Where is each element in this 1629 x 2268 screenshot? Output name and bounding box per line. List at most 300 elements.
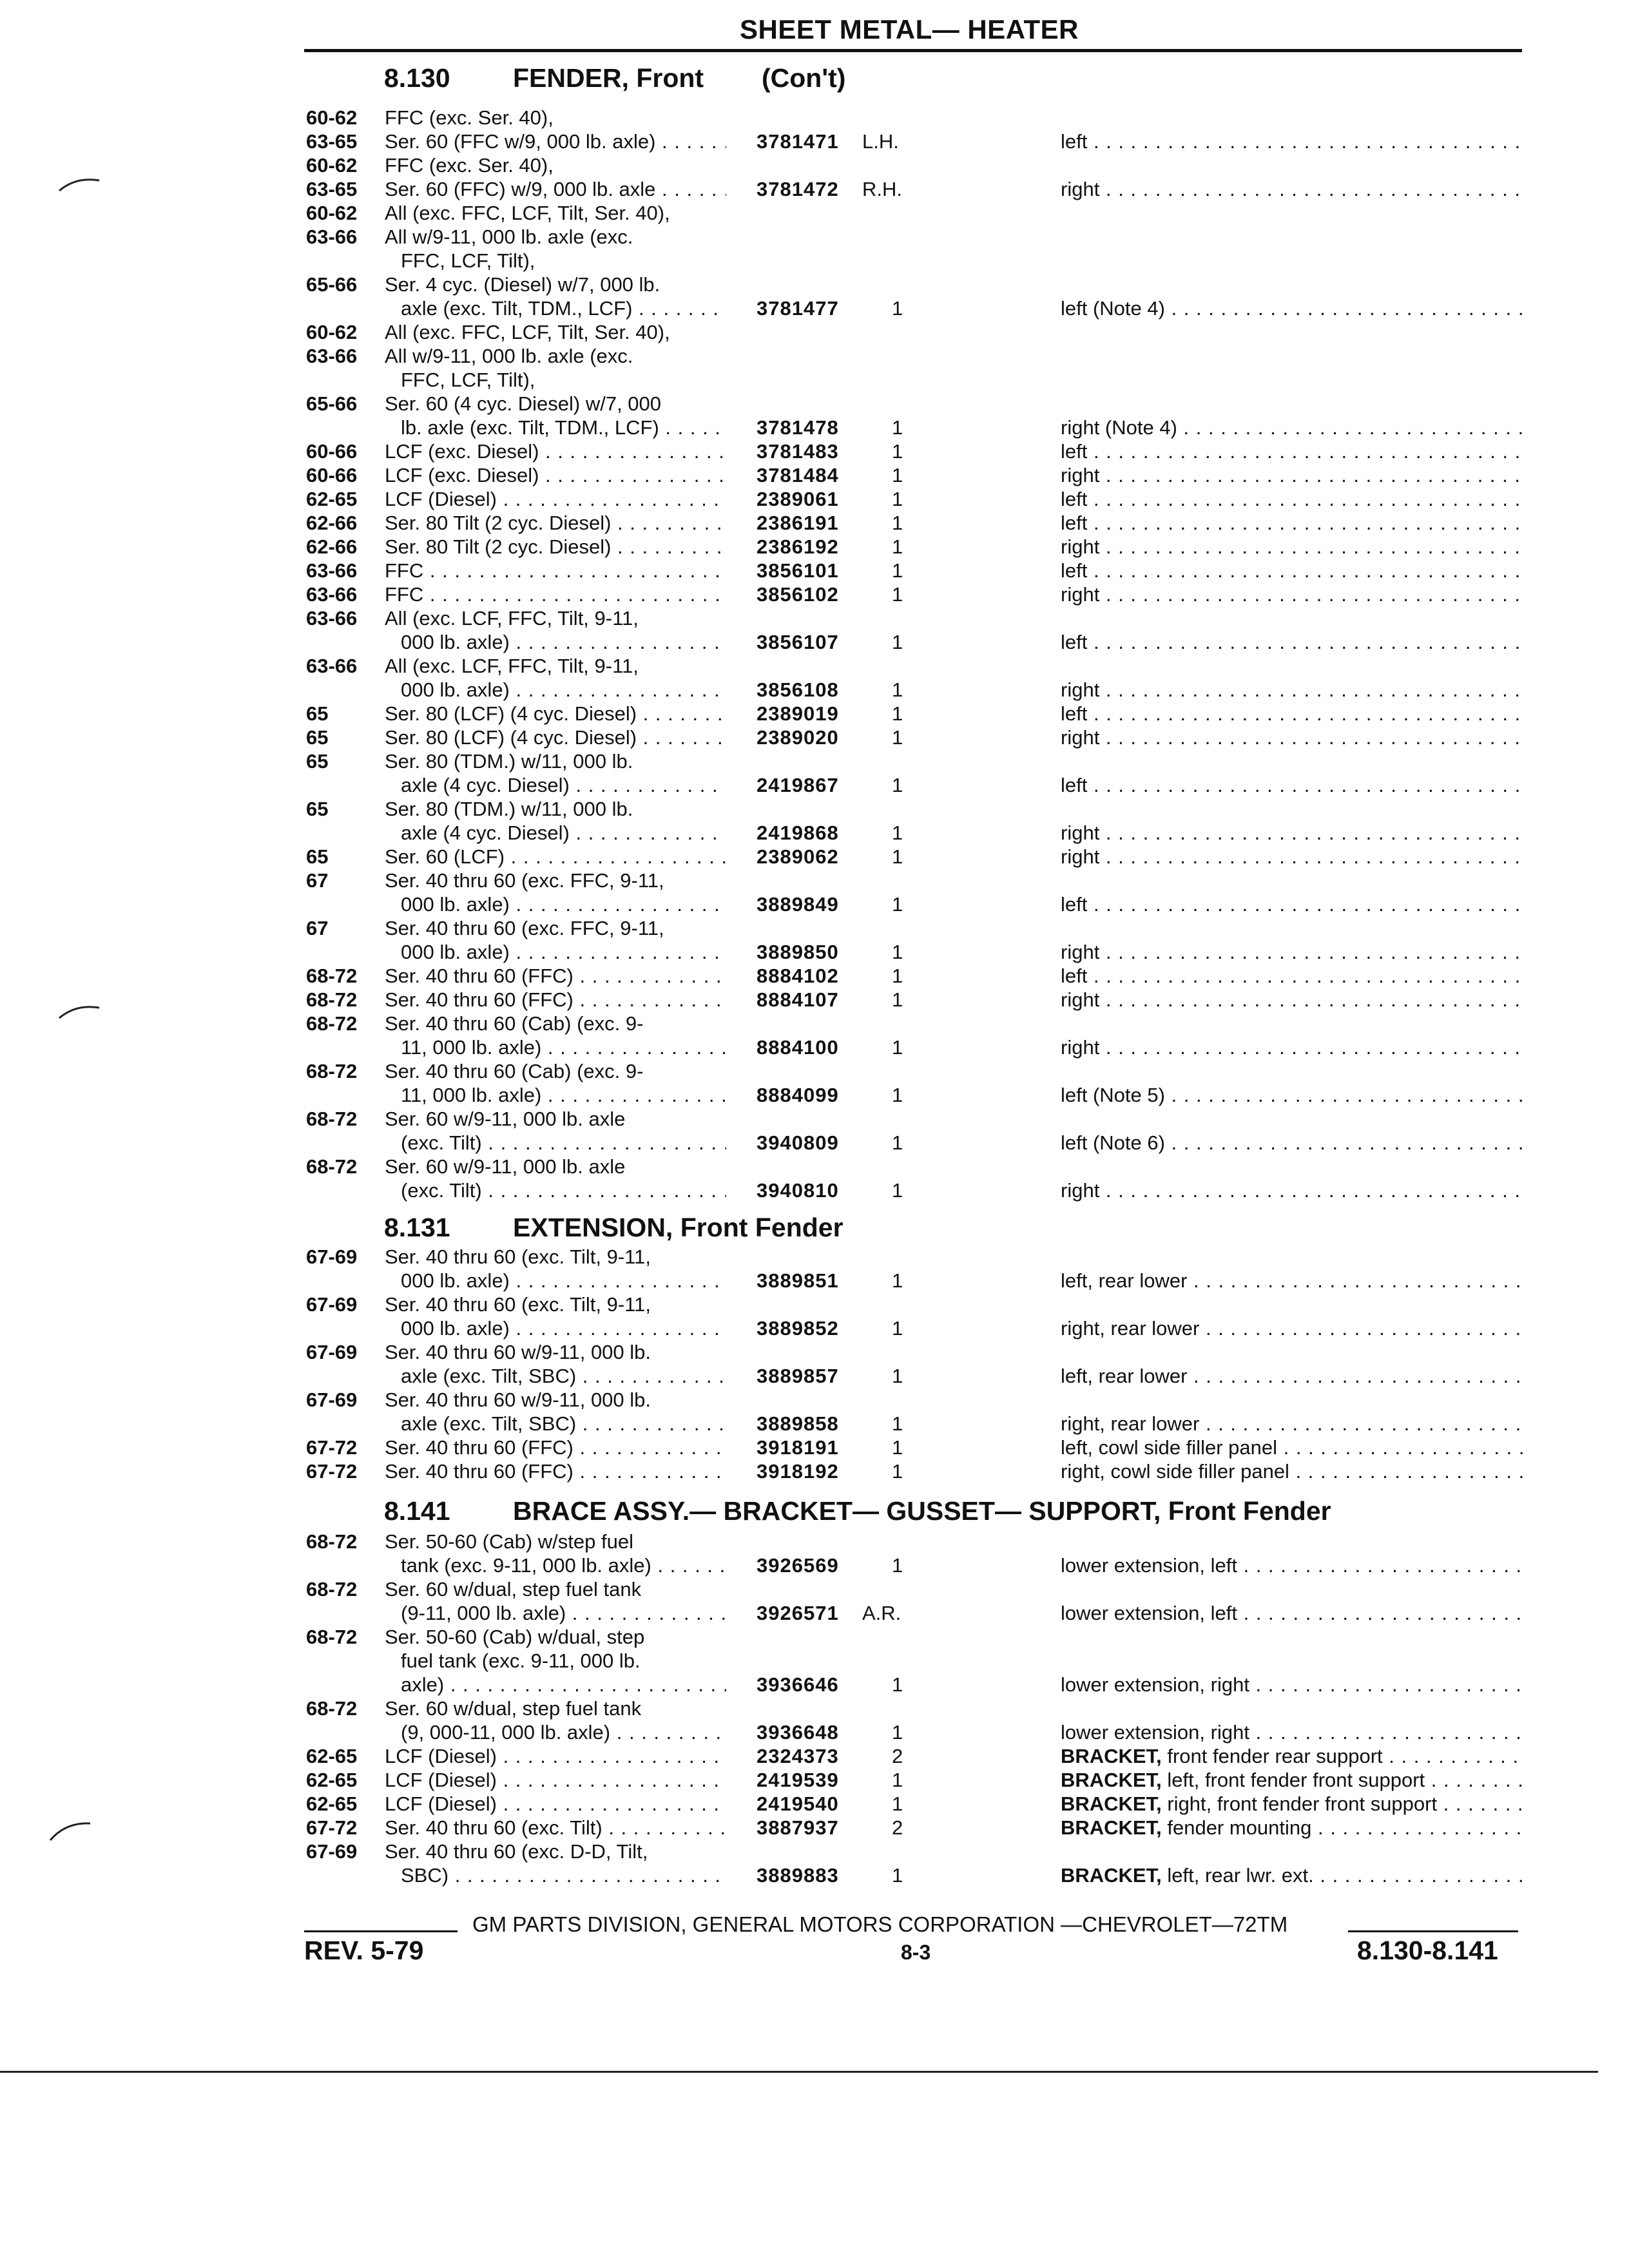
part-note-text: fender mounting [1167, 1816, 1312, 1839]
part-number: 2419539 [757, 1769, 839, 1791]
part-number: 3889883 [757, 1864, 839, 1887]
model-years: 68-72 [306, 988, 358, 1011]
parts-row [0, 1269, 1629, 1293]
application-description: Ser. 40 thru 60 (exc. Tilt, 9-11, [385, 1293, 651, 1316]
part-note-text: right, rear lower [1061, 1412, 1200, 1435]
parts-row [0, 1388, 1629, 1412]
model-years: 67 [306, 869, 329, 892]
part-number: 2389020 [757, 726, 839, 749]
parts-row [0, 1178, 1629, 1202]
model-years: 60-66 [306, 464, 358, 486]
quantity: 1 [892, 822, 903, 844]
quantity: 1 [892, 488, 903, 510]
part-note [1061, 964, 1525, 988]
parts-row [0, 535, 1629, 559]
application-description: axle (exc. Tilt, SBC) . . . [401, 1412, 726, 1436]
part-number: 2386191 [757, 512, 839, 534]
part-number: 3889858 [757, 1412, 839, 1435]
application-description: Ser. 60 (LCF) . . . [385, 845, 726, 869]
section-continued: (Con't) [762, 63, 846, 93]
quantity: 1 [892, 1365, 903, 1387]
part-note-text: left [1061, 631, 1088, 653]
part-number: 8884100 [757, 1036, 839, 1059]
model-years: 67-69 [306, 1245, 358, 1268]
quantity: 1 [892, 941, 903, 963]
parts-row [0, 726, 1629, 749]
quantity: 1 [892, 559, 903, 582]
page-title: SHEET METAL— HEATER [740, 14, 1079, 44]
quantity: 1 [892, 1554, 903, 1577]
part-note-text: lower extension, right [1061, 1721, 1249, 1744]
application-description: FFC . . . [385, 582, 726, 606]
application-description: FFC, LCF, Tilt), [401, 249, 535, 272]
application-description: 000 lb. axle) . . . [401, 678, 726, 702]
parts-row [0, 1436, 1629, 1459]
part-note-text: right [1061, 822, 1100, 844]
parts-row [0, 1720, 1629, 1744]
scan-edge-line [0, 2071, 1598, 2073]
model-years: 65 [306, 726, 329, 749]
part-note-label: BRACKET, [1061, 1816, 1162, 1839]
model-years: 62-66 [306, 535, 358, 558]
section-title: FENDER, Front [513, 63, 704, 93]
model-years: 63-66 [306, 345, 358, 367]
part-note [1061, 1720, 1525, 1744]
section-title: BRACE ASSY.— BRACKET— GUSSET— SUPPORT, Front Fender [513, 1496, 1331, 1526]
quantity: 1 [892, 1317, 903, 1340]
part-note-text: right [1061, 535, 1100, 558]
quantity: 1 [892, 1412, 903, 1435]
quantity: R.H. [862, 178, 902, 200]
application-description: Ser. 80 Tilt (2 cyc. Diesel) . . . [385, 535, 726, 559]
punch-hole-mark-2 [57, 1003, 102, 1022]
part-note [1061, 678, 1525, 702]
part-note-text: left [1061, 512, 1088, 534]
parts-row [0, 606, 1629, 630]
application-description: 11, 000 lb. axle) . . . [401, 1035, 726, 1059]
quantity: 1 [892, 1436, 903, 1459]
parts-row [0, 130, 1629, 153]
part-note-text: right [1061, 178, 1100, 200]
part-number: 3856102 [757, 583, 839, 606]
part-number: 3889849 [757, 893, 839, 916]
quantity: 1 [892, 416, 903, 439]
quantity: 1 [892, 1179, 903, 1202]
model-years: 67-72 [306, 1436, 358, 1459]
parts-row [0, 487, 1629, 511]
footer-revision: REV. 5-79 [304, 1936, 424, 1965]
part-note-text: left (Note 5) [1061, 1084, 1165, 1106]
part-note-text: right [1061, 726, 1100, 749]
parts-row [0, 1768, 1629, 1792]
application-description: tank (exc. 9-11, 000 lb. axle) . . . [401, 1553, 726, 1577]
application-description: FFC (exc. Ser. 40), [385, 106, 554, 129]
part-note-text: front fender rear support [1167, 1745, 1383, 1767]
part-note-text: left, cowl side filler panel [1061, 1436, 1277, 1459]
quantity: 1 [892, 726, 903, 749]
parts-row [0, 1412, 1629, 1436]
parts-row [0, 1530, 1629, 1553]
parts-row [0, 201, 1629, 225]
application-description: Ser. 40 thru 60 (FFC) . . . [385, 1459, 726, 1483]
part-number: 3940810 [757, 1179, 839, 1202]
application-description: All w/9-11, 000 lb. axle (exc. [385, 345, 633, 367]
footer-rule-left [304, 1930, 458, 1932]
parts-row [0, 1816, 1629, 1840]
part-note [1061, 487, 1525, 511]
part-number: 2419868 [757, 822, 839, 844]
application-description: axle) . . . [401, 1673, 726, 1696]
part-note [1061, 988, 1525, 1012]
quantity: 1 [892, 1084, 903, 1106]
parts-row [0, 1107, 1629, 1131]
part-note [1061, 1035, 1525, 1059]
part-number: 8884107 [757, 988, 839, 1011]
parts-row [0, 296, 1629, 320]
part-note [1061, 511, 1525, 535]
part-note-text: right [1061, 845, 1100, 868]
application-description: FFC (exc. Ser. 40), [385, 154, 554, 177]
model-years: 60-62 [306, 154, 358, 177]
parts-row [0, 1673, 1629, 1696]
application-description: Ser. 60 (FFC w/9, 000 lb. axle) . . . [385, 130, 726, 153]
parts-row [0, 1155, 1629, 1178]
quantity: 1 [892, 297, 903, 320]
application-description: Ser. 40 thru 60 (exc. FFC, 9-11, [385, 917, 664, 939]
application-description: LCF (exc. Diesel) . . . [385, 463, 726, 487]
quantity: 1 [892, 535, 903, 558]
parts-row [0, 1792, 1629, 1816]
model-years: 67-69 [306, 1341, 358, 1363]
quantity: 1 [892, 965, 903, 987]
part-note-text: left (Note 6) [1061, 1131, 1165, 1154]
part-note [1061, 1768, 1525, 1792]
application-description: 000 lb. axle) . . . [401, 1316, 726, 1340]
parts-row [0, 749, 1629, 773]
part-note [1061, 1269, 1525, 1293]
part-note [1061, 940, 1525, 964]
application-description: LCF (Diesel) . . . [385, 1744, 726, 1768]
part-note-text: lower extension, right [1061, 1673, 1249, 1696]
part-note [1061, 296, 1525, 320]
quantity: 1 [892, 1131, 903, 1154]
part-number: 8884102 [757, 965, 839, 987]
parts-row [0, 273, 1629, 296]
model-years: 62-65 [306, 1769, 358, 1791]
model-years: 67-69 [306, 1840, 358, 1863]
application-description: Ser. 40 thru 60 w/9-11, 000 lb. [385, 1389, 651, 1411]
footer-rule-right [1348, 1930, 1518, 1932]
quantity: 1 [892, 678, 903, 701]
quantity: 1 [892, 988, 903, 1011]
parts-row [0, 1293, 1629, 1316]
part-note-text: right [1061, 583, 1100, 606]
part-number: 3781472 [757, 178, 839, 200]
application-description: LCF (Diesel) . . . [385, 1768, 726, 1792]
part-note-text: right [1061, 1036, 1100, 1059]
parts-row [0, 1840, 1629, 1863]
part-number: 3940809 [757, 1131, 839, 1154]
quantity: 1 [892, 1269, 903, 1292]
application-description: Ser. 80 (LCF) (4 cyc. Diesel) . . . [385, 702, 726, 726]
part-number: 3918191 [757, 1436, 839, 1459]
model-years: 67-72 [306, 1816, 358, 1839]
model-years: 68-72 [306, 965, 358, 987]
part-number: 3781471 [757, 130, 839, 153]
model-years: 60-62 [306, 202, 358, 224]
model-years: 63-66 [306, 655, 358, 677]
application-description: Ser. 60 w/9-11, 000 lb. axle [385, 1155, 626, 1178]
part-note-text: left [1061, 702, 1088, 725]
model-years: 63-65 [306, 130, 358, 153]
quantity: 1 [892, 1673, 903, 1696]
parts-row [0, 1625, 1629, 1649]
application-description: Ser. 40 thru 60 (exc. D-D, Tilt, [385, 1840, 648, 1863]
parts-row [0, 1035, 1629, 1059]
part-note [1061, 130, 1525, 153]
part-number: 2419540 [757, 1792, 839, 1815]
quantity: 1 [892, 631, 903, 653]
model-years: 67-72 [306, 1460, 358, 1483]
application-description: Ser. 60 (FFC) w/9, 000 lb. axle . . . [385, 177, 726, 201]
parts-row [0, 1012, 1629, 1035]
model-years: 63-66 [306, 226, 358, 248]
parts-row [0, 368, 1629, 392]
parts-row [0, 916, 1629, 940]
part-note-label: BRACKET, [1061, 1769, 1162, 1791]
part-note [1061, 1459, 1525, 1483]
part-number: 2419867 [757, 774, 839, 796]
part-number: 3889857 [757, 1365, 839, 1387]
model-years: 63-66 [306, 583, 358, 606]
application-description: Ser. 80 Tilt (2 cyc. Diesel) . . . [385, 511, 726, 535]
model-years: 65 [306, 702, 329, 725]
parts-row [0, 1083, 1629, 1107]
part-note-text: right [1061, 464, 1100, 486]
part-note [1061, 892, 1525, 916]
application-description: Ser. 40 thru 60 (FFC) . . . [385, 988, 726, 1012]
quantity: 1 [892, 1721, 903, 1744]
parts-row [0, 1245, 1629, 1269]
application-description: All (exc. LCF, FFC, Tilt, 9-11, [385, 655, 639, 677]
part-number: 3856108 [757, 678, 839, 701]
part-number: 3889850 [757, 941, 839, 963]
part-note [1061, 773, 1525, 797]
application-description: (exc. Tilt) . . . [401, 1131, 726, 1155]
model-years: 68-72 [306, 1108, 358, 1130]
parts-row [0, 940, 1629, 964]
part-number: 2389061 [757, 488, 839, 510]
part-note-text: left, rear lower [1061, 1269, 1188, 1292]
part-number: 3926571 [757, 1602, 839, 1624]
quantity: 1 [892, 1460, 903, 1483]
application-description: All (exc. FFC, LCF, Tilt, Ser. 40), [385, 202, 670, 224]
part-number: 3856101 [757, 559, 839, 582]
part-note [1061, 582, 1525, 606]
part-note-text: right, cowl side filler panel [1061, 1460, 1289, 1483]
part-note [1061, 559, 1525, 582]
parts-row [0, 320, 1629, 344]
part-number: 2389062 [757, 845, 839, 868]
part-note-text: left [1061, 559, 1088, 582]
quantity: 1 [892, 1036, 903, 1059]
parts-row [0, 1649, 1629, 1673]
application-description: Ser. 40 thru 60 (exc. Tilt) . . . [385, 1816, 726, 1840]
model-years: 62-65 [306, 488, 358, 510]
part-number: 3889851 [757, 1269, 839, 1292]
part-number: 3926569 [757, 1554, 839, 1577]
model-years: 63-66 [306, 607, 358, 629]
part-number: 2389019 [757, 702, 839, 725]
parts-row [0, 630, 1629, 654]
part-note-text: left [1061, 965, 1088, 987]
part-note [1061, 1673, 1525, 1696]
section-number: 8.131 [384, 1213, 450, 1242]
part-note-text: right [1061, 678, 1100, 701]
quantity: 1 [892, 1864, 903, 1887]
part-note-text: left [1061, 440, 1088, 463]
model-years: 68-72 [306, 1530, 358, 1553]
parts-row [0, 249, 1629, 273]
application-description: (exc. Tilt) . . . [401, 1178, 726, 1202]
parts-row [0, 797, 1629, 821]
application-description: 11, 000 lb. axle) . . . [401, 1083, 726, 1107]
part-note [1061, 726, 1525, 749]
part-number: 3887937 [757, 1816, 839, 1839]
header-rule [304, 49, 1522, 52]
footer-section-range: 8.130-8.141 [1357, 1936, 1498, 1965]
application-description: Ser. 40 thru 60 (Cab) (exc. 9- [385, 1060, 644, 1082]
part-note [1061, 439, 1525, 463]
model-years: 68-72 [306, 1697, 358, 1720]
part-number: 3936646 [757, 1673, 839, 1696]
application-description: (9-11, 000 lb. axle) . . . [401, 1601, 726, 1625]
part-note-text: right, front fender front support [1167, 1792, 1438, 1815]
parts-row [0, 964, 1629, 988]
part-number: 3781483 [757, 440, 839, 463]
part-note [1061, 1792, 1525, 1816]
model-years: 63-66 [306, 559, 358, 582]
quantity: 2 [892, 1816, 903, 1839]
model-years: 68-72 [306, 1155, 358, 1178]
footer-division: GM PARTS DIVISION, GENERAL MOTORS CORPORATION —CHEVROLET—72TM [472, 1912, 1288, 1936]
parts-row [0, 821, 1629, 845]
quantity: 1 [892, 702, 903, 725]
model-years: 65 [306, 798, 329, 820]
application-description: LCF (Diesel) . . . [385, 487, 726, 511]
model-years: 65-66 [306, 392, 358, 415]
model-years: 68-72 [306, 1012, 358, 1035]
model-years: 68-72 [306, 1578, 358, 1600]
part-number: 8884099 [757, 1084, 839, 1106]
application-description: Ser. 60 w/9-11, 000 lb. axle [385, 1108, 626, 1130]
part-note-text: left [1061, 774, 1088, 796]
quantity: 1 [892, 774, 903, 796]
quantity: 1 [892, 893, 903, 916]
application-description: LCF (exc. Diesel) . . . [385, 439, 726, 463]
section-title: EXTENSION, Front Fender [513, 1213, 843, 1242]
application-description: Ser. 4 cyc. (Diesel) w/7, 000 lb. [385, 273, 660, 296]
part-note-text: left [1061, 488, 1088, 510]
parts-row [0, 892, 1629, 916]
parts-row [0, 439, 1629, 463]
parts-row [0, 416, 1629, 439]
application-description: 000 lb. axle) . . . [401, 630, 726, 654]
quantity: 1 [892, 1792, 903, 1815]
application-description: Ser. 40 thru 60 (exc. Tilt, 9-11, [385, 1245, 651, 1268]
quantity: 1 [892, 845, 903, 868]
model-years: 67 [306, 917, 329, 939]
part-note [1061, 1863, 1525, 1887]
application-description: FFC . . . [385, 559, 726, 582]
part-number: 3889852 [757, 1317, 839, 1340]
part-number: 2324373 [757, 1745, 839, 1767]
part-note [1061, 1436, 1525, 1459]
part-note [1061, 1412, 1525, 1436]
parts-row [0, 1553, 1629, 1577]
part-note-text: right (Note 4) [1061, 416, 1177, 439]
parts-row [0, 511, 1629, 535]
part-note-text: lower extension, left [1061, 1554, 1237, 1577]
part-note [1061, 1083, 1525, 1107]
parts-row [0, 153, 1629, 177]
application-description: LCF (Diesel) . . . [385, 1792, 726, 1816]
application-description: axle (exc. Tilt, TDM., LCF) . . . [401, 296, 726, 320]
model-years: 65 [306, 750, 329, 773]
part-note-text: left, front fender front support [1167, 1769, 1425, 1791]
part-note [1061, 1744, 1525, 1768]
part-number: 3936648 [757, 1721, 839, 1744]
part-note [1061, 177, 1525, 201]
application-description: Ser. 40 thru 60 (Cab) (exc. 9- [385, 1012, 644, 1035]
application-description: Ser. 50-60 (Cab) w/step fuel [385, 1530, 633, 1553]
part-note [1061, 1316, 1525, 1340]
application-description: 000 lb. axle) . . . [401, 940, 726, 964]
application-description: (9, 000-11, 000 lb. axle) . . . [401, 1720, 726, 1744]
part-number: 3781484 [757, 464, 839, 486]
model-years: 68-72 [306, 1626, 358, 1648]
application-description: Ser. 80 (TDM.) w/11, 000 lb. [385, 798, 633, 820]
parts-row [0, 1316, 1629, 1340]
part-note [1061, 463, 1525, 487]
part-note [1061, 1553, 1525, 1577]
application-description: Ser. 60 (4 cyc. Diesel) w/7, 000 [385, 392, 662, 415]
part-note-text: right [1061, 941, 1100, 963]
application-description: fuel tank (exc. 9-11, 000 lb. [401, 1649, 641, 1672]
model-years: 67-69 [306, 1389, 358, 1411]
parts-row [0, 1696, 1629, 1720]
quantity: 1 [892, 512, 903, 534]
part-number: 3781477 [757, 297, 839, 320]
part-note [1061, 1364, 1525, 1388]
parts-row [0, 845, 1629, 869]
section-number: 8.130 [384, 63, 450, 93]
quantity: 1 [892, 464, 903, 486]
parts-row [0, 702, 1629, 726]
application-description: Ser. 60 w/dual, step fuel tank [385, 1697, 642, 1720]
parts-row [0, 177, 1629, 201]
application-description: axle (4 cyc. Diesel) . . . [401, 821, 726, 845]
model-years: 65-66 [306, 273, 358, 296]
part-note-text: right [1061, 988, 1100, 1011]
parts-row [0, 869, 1629, 892]
parts-row [0, 344, 1629, 368]
application-description: Ser. 40 thru 60 (FFC) . . . [385, 964, 726, 988]
parts-row [0, 1131, 1629, 1155]
application-description: Ser. 80 (TDM.) w/11, 000 lb. [385, 750, 633, 773]
part-note [1061, 1178, 1525, 1202]
parts-row [0, 988, 1629, 1012]
